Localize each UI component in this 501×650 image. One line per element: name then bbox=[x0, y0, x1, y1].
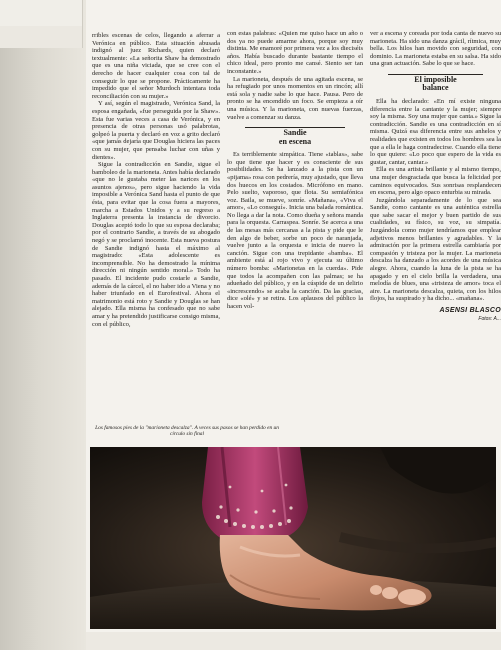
paragraph: rribles escenas de celos, llegando a aferrar a Verónica en público. Esta situación abusada indignó al juez Richards, quien declaró textualmente: «La señorita Shaw ha demostrado que es una niña viciada, que se cree con el derecho de hacer cualquier cosa con tal de conseguir lo que se propone. Prácticamente ha impedido que el señor Murdoch intentara toda reconciliación con su mujer.» bbox=[92, 32, 220, 100]
heading-line: balance bbox=[422, 83, 449, 93]
paragraph: con estas palabras: «Quien me quiso hace un año o dos ya no puede amarme ahora, porque soy muy distinta. Me enamoré por primera vez a los dieciséis años. Había buscado durante bastante tiempo el chico ideal, pero pronto me cansé. Siento ser tan inconstante.» bbox=[227, 30, 363, 75]
paragraph: Es terriblemente simpática. Tiene «tablas», sabe lo que tiene que hacer y es consciente de sus posibilidades. Se ha lanzado a la pista con un «pijama» rosa con pedrería, muy ajustado, que lleva dos huecos en los costados. Micrófono en mano. Pelo suelto, vaporoso, que flota. Su semiafónica voz. Baila, se mueve, sonríe. «Mañana», «Viva el amor», «Lo conseguí». Inicia una balada romántica. No llega a dar la nota. Como dueña y señora manda para la orquesta. Carraspea. Sonríe. Se acerca a una de las mesas más cercanas a la pista y pide que le den algo de beber, sorbe un poco de naranjada, vuelve junto a la orquesta e inicia de nuevo la canción. Sigue con una trepidante «bamba». El ambiente está al rojo vivo y ejecuta su último número bomba: «Marionetas en la cuerda». Pide que todos la acompañen con las palmas; se ha adueñado del público, y en la cúspide de un delirio «increscendo» se acaba la canción. Da las gracias, dice «olé» y se retira. Los aplausos del público la hacen vol- bbox=[227, 151, 363, 310]
foot-photo-illustration bbox=[90, 447, 496, 629]
text-column-1 bbox=[92, 32, 220, 328]
paragraph: Juzgándola separadamente de lo que sea Sandie, como cantante es una auténtica estrella que sabe sacar el mejor y buen partido de sus cualidades, su físico, su voz, su simpatía. Juzgándola como mujer tendríamos que emplear adjetivos menos brillantes y agradables. Y la admiración por la primera estrella cambiaría por compasión y tristeza por la mujer. La marioneta descalza ha danzado a los acordes de una música alegre. Ahora, cuando la luna de la pista se ha apagado y en el cielo brilla la verdadera, una melodía de blues, una «tristeza de amor» toca el aire. La marioneta descalza, quieta, con los hilos flojos, ha suspirado y ha dicho... «mañana». bbox=[370, 196, 501, 303]
page-bottom-margin bbox=[86, 632, 501, 650]
paragraph: Ella es una artista brillante y al mismo tiempo, una mujer desgraciada que busca la felicidad por caminos equivocados. Sus sonrisas resplandecen en escena, pero algo opaco enturbia su mirada. bbox=[370, 166, 501, 197]
heading-line: Sandie bbox=[283, 128, 307, 138]
page-binding-shadow bbox=[0, 0, 86, 650]
paragraph: La marioneta, después de una agitada escena, se ha refugiado por unos momentos en un rincón; allí está sola y nadie sabe lo que hace. Pausa. Pero de pronto se ha encendido un foco. Se empieza a oír una música. Y la marioneta, con nuevas fuerzas, vuelve a comenzar su danza. bbox=[227, 75, 363, 121]
author-signature: ASENSI BLASCO bbox=[439, 307, 501, 314]
paragraph: ver a escena y coreada por toda canta de nuevo su marioneta. Ha sido una danza grácil, rítmica, muy bella. Los hilos han movido con seguridad, con dominio. La marioneta estaba en su salsa. Ha sido una gran actuación. Sabe lo que se hace. bbox=[370, 30, 501, 68]
heading-line: en escena bbox=[278, 136, 312, 146]
text-column-3 bbox=[370, 30, 501, 323]
photo-bare-foot bbox=[90, 447, 496, 629]
underlying-page-corner-2 bbox=[0, 26, 83, 48]
section-heading-sandie bbox=[227, 127, 363, 146]
paragraph: Y así, según el magistrado, Verónica Sand, la esposa engañada, «fue perseguida por la Shaw». Esta fue varias veces a casa de Verónica, y en presencia de otras personas usó palabrotas, golpeó la puerta y declaró en voz a grito declaró «que jamás dejaría que Douglas hiciera las paces con su mujer, que pensaba luchar con uñas y dientes». bbox=[92, 100, 220, 161]
text-column-2 bbox=[227, 30, 363, 311]
underlying-page-corner bbox=[0, 0, 83, 26]
heading-line: El imposible bbox=[414, 74, 457, 84]
photo-caption: Los famosos pies de la "marioneta descalza". A veces sus pasos se han perdido en un círculo sin final bbox=[95, 425, 279, 437]
photo-credit: Fotos: A... bbox=[478, 315, 501, 322]
paragraph: Sigue la contradicción en Sandie, sigue el bamboleo de la marioneta. Antes había declarado «que no le gustaba meter las narices en los asuntos ajenos», pero sigue haciendo la vida imposible a Verónica Sand hasta el punto de que ésta, para evitar que la cosa fuera a mayores, marcha a Estados Unidos y a su regreso a Inglaterra presenta la instancia de divorcio. Douglas aceptó todo lo que su esposa declaraba; por el contrario Sandie, a través de su abogado negó y se proclamó inocente. Esta nueva postura de Sandie indignó hasta el máximo al magistrado: «Esta adolescente es incomprensible. No ha demostrado la mínima dirección ni ningún sentido moral.» Todo ha pasado. El incidente pudo costarle a Sandie, además de la cárcel, el no haber ido a Viena y no haber triunfado en el Eurofestival. Ahora el matrimonio está roto y Sandie y Douglas se han alejado. Ella misma ha confesado que no sabe amar y ha pretendido justificarse consigo misma, con el público, bbox=[92, 161, 220, 328]
paragraph: Ella ha declarado: «En mí existe ninguna diferencia entre la cantante y la mujer; siempre soy la misma. Soy una mujer que canta.» Sigue la contradicción. Sandie es una contradicción en sí misma. Quizá esa diferencia entre sus anhelos y realidades que existen en todos los hombres sea la que a ella le haga contradecirse. Cuando ella tiene lo que quiere: «Lo poco que espero de la vida es gustar, cantar, cantar.» bbox=[370, 97, 501, 166]
section-heading-balance bbox=[370, 74, 501, 93]
